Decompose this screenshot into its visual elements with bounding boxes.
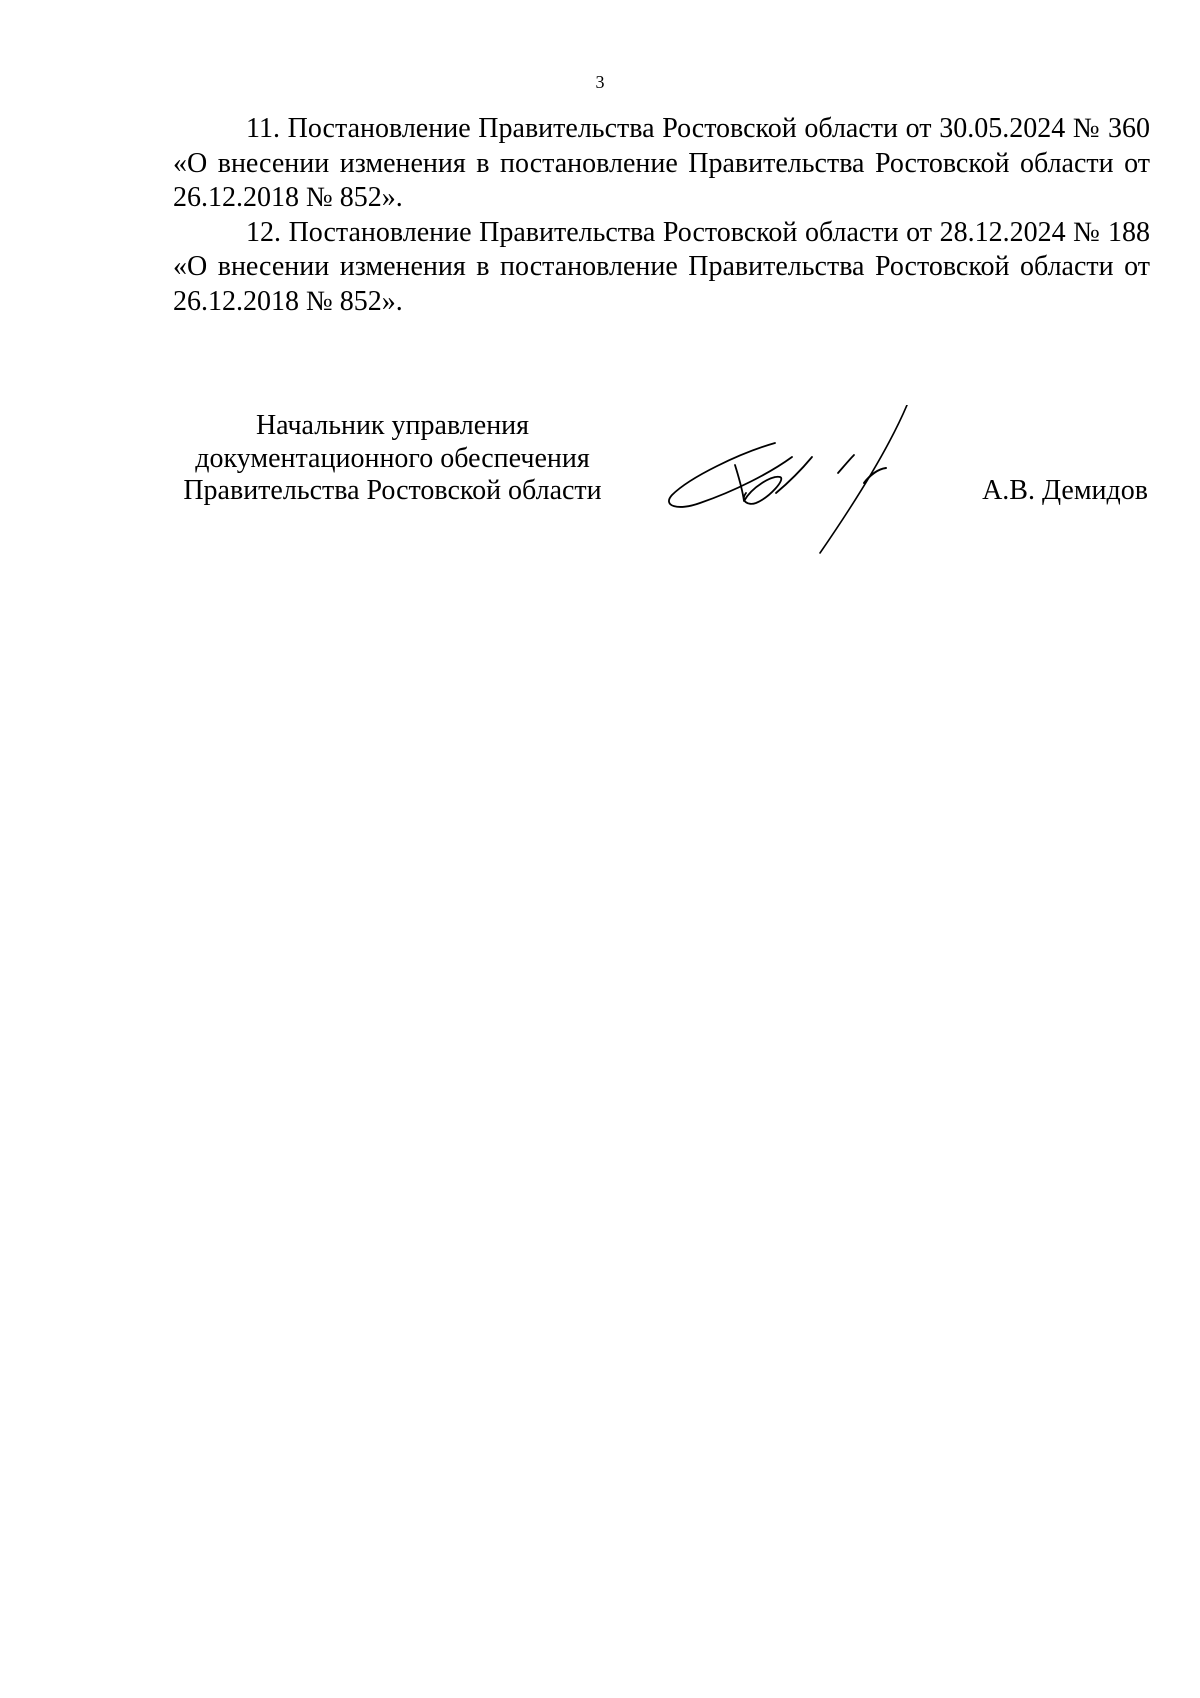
document-body <box>173 112 1150 319</box>
signatory-title-line-3: Правительства Ростовской области <box>183 475 602 506</box>
signer-name: А.В. Демидов <box>982 475 1148 506</box>
list-item-12: 12. Постановление Правительства Ростовской области от 28.12.2024 № 188 «О внесении изменения в постановление Правительства Ростовской области от 26.12.2018 № 852». <box>173 216 1150 317</box>
signatory-title-line-2: документационного обеспечения <box>195 442 590 474</box>
signature-stroke-loop <box>669 443 792 507</box>
list-item-11: 11. Постановление Правительства Ростовской области от 30.05.2024 № 360 «О внесении изменения в постановление Правительства Ростовской области от 26.12.2018 № 852». <box>173 113 1150 213</box>
signatory-title <box>170 410 615 508</box>
signature-stroke-short <box>838 455 854 473</box>
signature-stroke-d <box>735 465 781 504</box>
signature-stroke-long <box>820 405 907 553</box>
page-number: 3 <box>595 72 605 92</box>
signature-stroke-tail <box>776 457 812 493</box>
signatory-title-line-1: Начальник управления <box>255 410 530 441</box>
handwritten-signature <box>660 405 960 580</box>
